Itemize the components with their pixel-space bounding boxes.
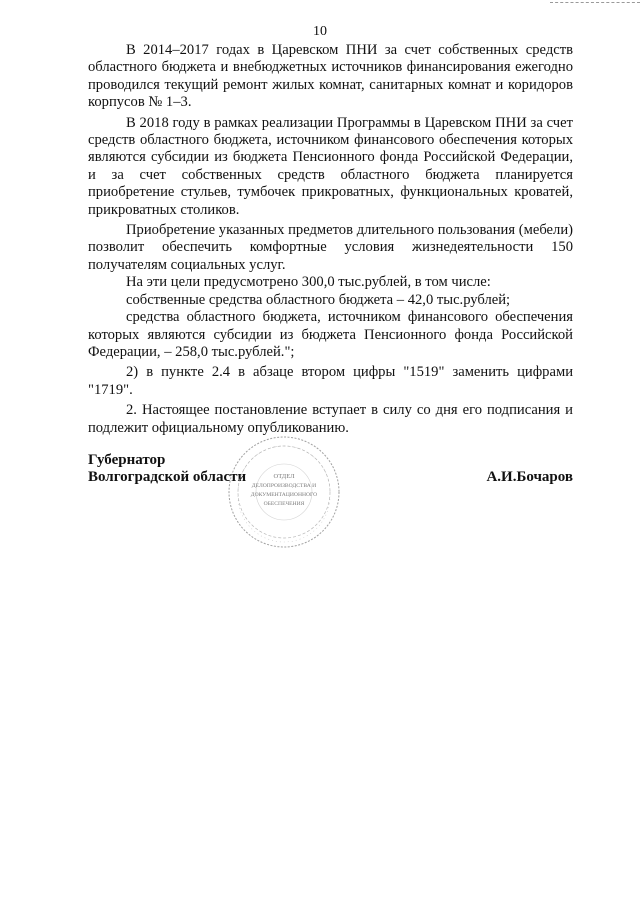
official-stamp	[226, 434, 342, 550]
stamp-line2: ДЕЛОПРОИЗВОДСТВА И	[251, 483, 317, 489]
document-body	[88, 42, 573, 437]
stamp-line3: ДОКУМЕНТАЦИОННОГО	[250, 492, 318, 498]
stamp-line4: ОБЕСПЕЧЕНИЯ	[263, 501, 305, 507]
scan-corner-mark	[550, 2, 640, 5]
paragraph-subsidy-funds: средства областного бюджета, источником финансового обеспечения которых являются субсидии из бюджета Пенсионного фонда Российской Федерации, – 258,0 тыс.рублей.";	[88, 309, 573, 360]
paragraph-amendment-2-4: 2) в пункте 2.4 в абзаце втором цифры "1519" заменить цифрами "1719".	[88, 364, 573, 398]
signatory-name: А.И.Бочаров	[486, 469, 573, 485]
paragraph-repairs: В 2014–2017 годах в Царевском ПНИ за счет собственных средств областного бюджета и внебюджетных источников финансирования ежегодно проводился текущий ремонт жилых комнат, санитарных комнат и коридоров корпусов № 1–3.	[88, 42, 573, 111]
stamp-line1: ОТДЕЛ	[273, 473, 295, 480]
paragraph-total-funding: На эти цели предусмотрено 300,0 тыс.рублей, в том числе:	[126, 274, 491, 291]
page-number: 10	[313, 24, 327, 39]
paragraph-entry-into-force: 2. Настоящее постановление вступает в силу со дня его подписания и подлежит официальному опубликованию.	[88, 402, 573, 436]
paragraph-program-2018: В 2018 году в рамках реализации Программы в Царевском ПНИ за счет средств областного бюджета, источником финансового обеспечения которых являются субсидии из бюджета Пенсионного фонда Российской Федерации, и за счет собственных средств областного бюджета планируется приобретение стульев, тумбочек прикроватных, функциональных кроватей, прикроватных столиков.	[88, 114, 573, 218]
signatory-title-line1: Губернатор	[88, 452, 166, 468]
signatory-title-line2: Волгоградской области	[88, 469, 247, 485]
paragraph-own-funds: собственные средства областного бюджета – 42,0 тыс.рублей;	[126, 291, 511, 308]
paragraph-furniture-purchase: Приобретение указанных предметов длительного пользования (мебели) позволит обеспечить комфортные условия жизнедеятельности 150 получателям социальных услуг.	[88, 222, 573, 273]
